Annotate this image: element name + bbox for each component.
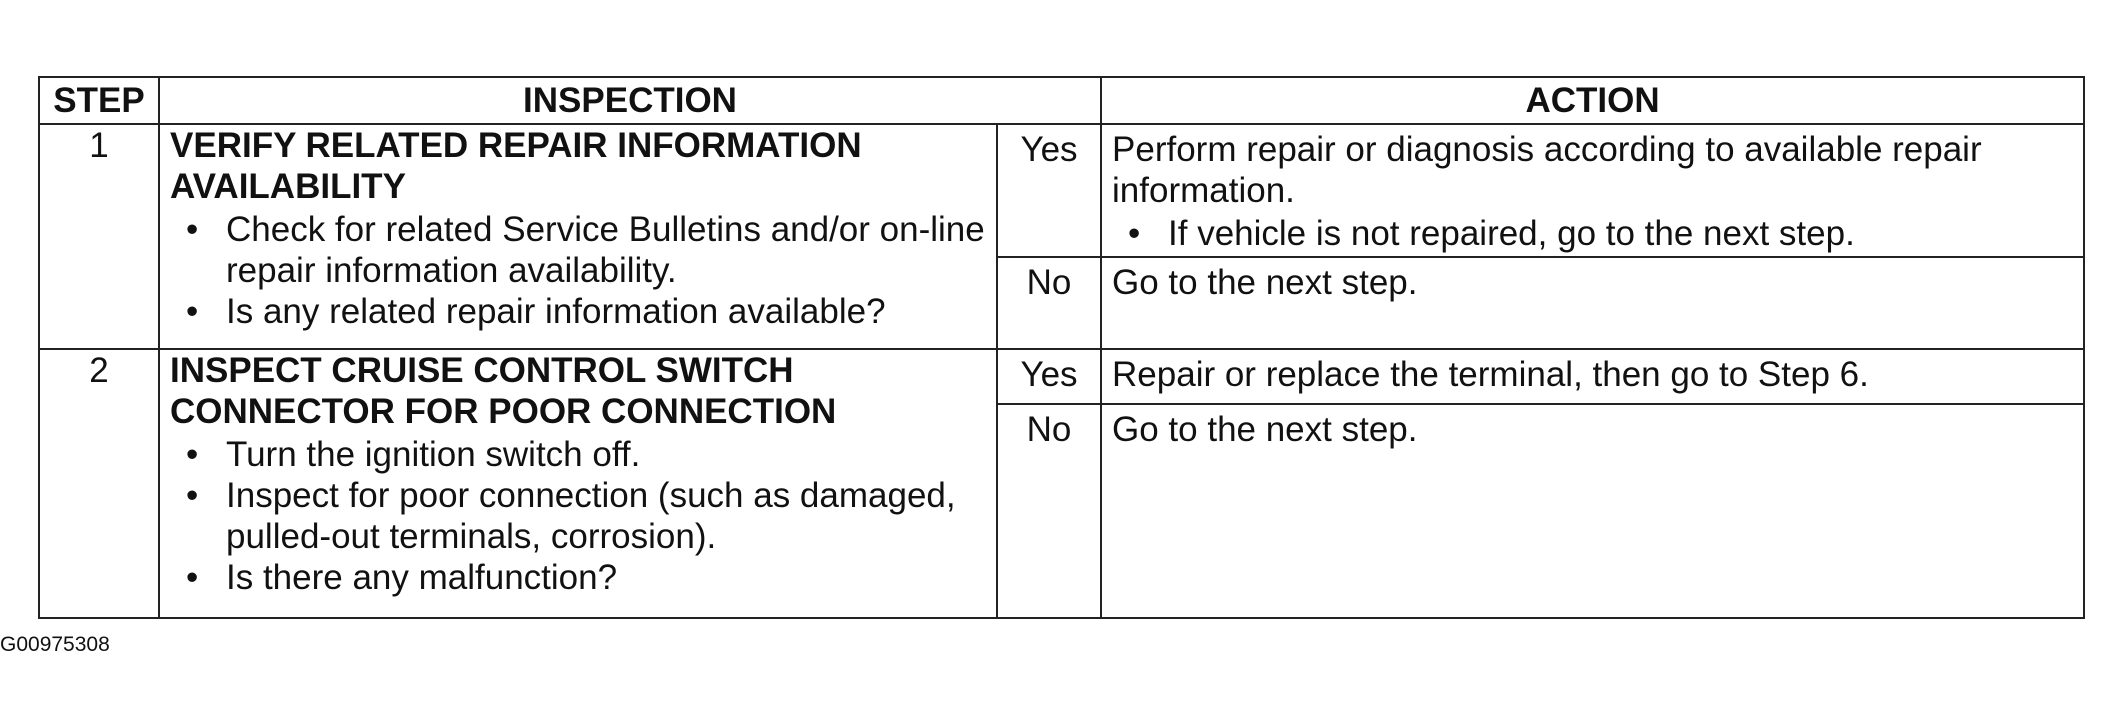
inspection-bullets bbox=[170, 209, 986, 332]
no-label: No bbox=[997, 404, 1101, 618]
no-label: No bbox=[997, 257, 1101, 349]
yes-label: Yes bbox=[997, 349, 1101, 404]
inspection-cell bbox=[159, 124, 997, 349]
header-inspection: INSPECTION bbox=[159, 77, 1101, 124]
list-item: • Check for related Service Bulletins and/or on-line repair information availability. bbox=[226, 209, 986, 291]
table-row bbox=[39, 349, 2084, 404]
action-cell bbox=[1101, 124, 2084, 257]
inspection-title: VERIFY RELATED REPAIR INFORMATION AVAILABILITY bbox=[170, 126, 862, 206]
action-text: Go to the next step. bbox=[1112, 410, 1418, 449]
action-cell bbox=[1101, 257, 2084, 349]
inspection-bullets bbox=[170, 434, 986, 598]
header-step: STEP bbox=[39, 77, 159, 124]
diagnostic-table bbox=[38, 76, 2085, 619]
table-row bbox=[39, 124, 2084, 257]
action-bullets bbox=[1112, 213, 2073, 254]
list-item: • Is there any malfunction? bbox=[226, 557, 986, 598]
figure-id: G00975308 bbox=[0, 633, 110, 656]
action-text: Repair or replace the terminal, then go to Step 6. bbox=[1112, 355, 1869, 394]
action-text: Go to the next step. bbox=[1112, 263, 1418, 302]
inspection-cell bbox=[159, 349, 997, 618]
list-item: • Turn the ignition switch off. bbox=[226, 434, 986, 475]
step-number: 1 bbox=[39, 124, 159, 349]
header-action: ACTION bbox=[1101, 77, 2084, 124]
action-cell bbox=[1101, 404, 2084, 618]
inspection-title: INSPECT CRUISE CONTROL SWITCH CONNECTOR FOR POOR CONNECTION bbox=[170, 351, 837, 431]
list-item: • Is any related repair information available? bbox=[226, 291, 986, 332]
list-item: • Inspect for poor connection (such as damaged, pulled-out terminals, corrosion). bbox=[226, 475, 986, 557]
yes-label: Yes bbox=[997, 124, 1101, 257]
action-text: Perform repair or diagnosis according to available repair information. bbox=[1112, 130, 1982, 210]
list-item: • If vehicle is not repaired, go to the next step. bbox=[1168, 213, 2073, 254]
table-header-row bbox=[39, 77, 2084, 124]
action-cell bbox=[1101, 349, 2084, 404]
step-number: 2 bbox=[39, 349, 159, 618]
